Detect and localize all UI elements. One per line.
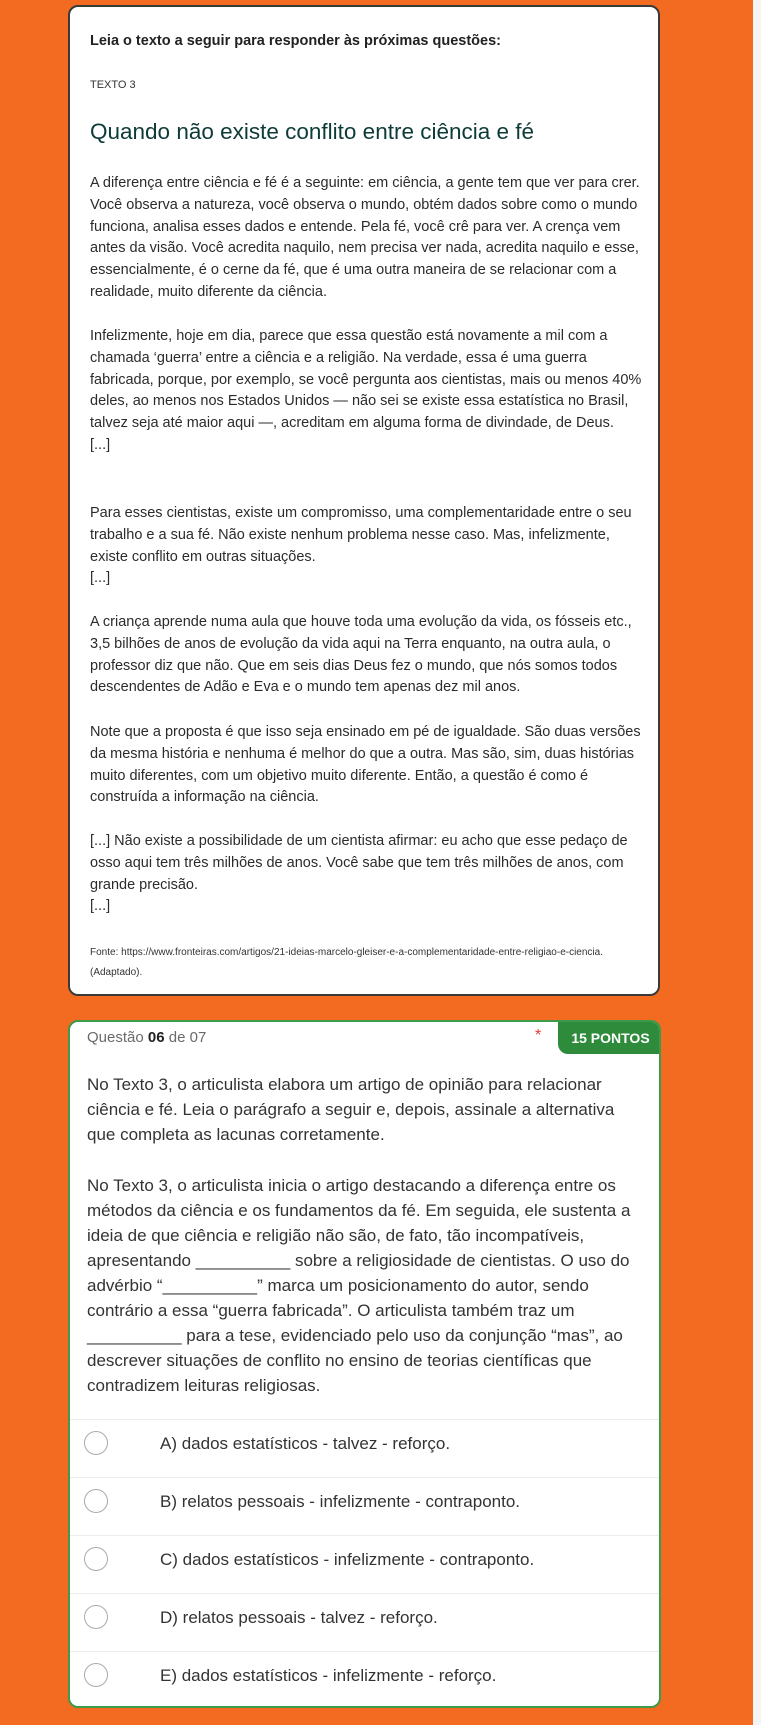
question-card (68, 1020, 661, 1708)
question-label: Questão (87, 1029, 144, 1046)
option-label: D) relatos pessoais - talvez - reforço. (160, 1608, 438, 1627)
option-label: A) dados estatísticos - talvez - reforço. (160, 1434, 451, 1453)
option-label: C) dados estatísticos - infelizmente - contraponto. (160, 1550, 535, 1569)
article-title: Quando não existe conflito entre ciência e fé (90, 119, 535, 144)
article-paragraph-6: [...] Não existe a possibilidade de um cientista afirmar: eu acho que esse pedaço de osso aqui tem três milhões de anos. Você sabe que tem três milhões de anos, com grande precisão. [...] (90, 833, 628, 915)
option-e[interactable] (70, 1651, 661, 1708)
option-d[interactable] (70, 1593, 661, 1651)
article-paragraph-4: A criança aprende numa aula que houve toda uma evolução da vida, os fósseis etc., 3,5 bilhões de anos de evolução da vida aqui na Terra enquanto, na outra aula, o professor diz que não. Que em seis dias Deus fez o mundo, que nós somos todos descendentes de Adão e Eva e o mundo tem apenas dez mil anos. (90, 614, 632, 696)
text-label: TEXTO 3 (90, 79, 136, 91)
question-prompt: No Texto 3, o articulista elabora um artigo de opinião para relacionar ciência e fé. Leia o parágrafo a seguir e, depois, assinale a alternativa que completa as lacunas corretamente. (87, 1075, 615, 1144)
article-paragraph-3: Para esses cientistas, existe um compromisso, uma complementaridade entre o seu trabalho e a sua fé. Não existe nenhum problema nesse caso. Mas, infelizmente, existe conflito em outras situações. [...] (90, 505, 632, 587)
question-counter (87, 1029, 206, 1046)
option-c[interactable] (70, 1535, 661, 1593)
radio-circle-icon[interactable] (84, 1431, 108, 1455)
points-badge: 15 PONTOS (558, 1022, 661, 1054)
option-b[interactable] (70, 1477, 661, 1535)
article-paragraph-1: A diferença entre ciência e fé é a seguinte: em ciência, a gente tem que ver para crer. Você observa a natureza, você observa o mundo, obtém dados sobre como o mundo funciona, analisa esses dados e entende. Pela fé, você crê para ver. A crença vem antes da visão. Você acredita naquilo, nem precisa ver nada, acredita naquilo e esse, essencialmente, é o cerne da fé, que é uma outra maneira de se relacionar com a realidade, muito diferente da ciência. (90, 175, 640, 300)
source-citation: Fonte: https://www.fronteiras.com/artigos/21-ideias-marcelo-gleiser-e-a-complementaridade-entre-religiao-e-ciencia. (Adaptado). (90, 947, 603, 978)
text-card (68, 5, 660, 996)
option-label: B) relatos pessoais - infelizmente - contraponto. (160, 1492, 521, 1511)
radio-circle-icon[interactable] (84, 1547, 108, 1571)
question-number: 06 (147, 1029, 165, 1046)
radio-circle-icon[interactable] (84, 1489, 108, 1513)
question-paragraph: No Texto 3, o articulista inicia o artigo destacando a diferença entre os métodos da ciência e os fundamentos da fé. Em seguida, ele sustenta a ideia de que ciência e religião não são, de fato, tão incompatíveis, apresentando __________ sobre a religiosidade de cientistas. O uso do advérbio “__________” marca um posicionamento do autor, sendo contrário a essa “guerra fabricada”. O articulista também traz um __________ para a tese, evidenciado pelo uso da conjunção “mas”, ao descrever situações de conflito no ensino de teorias científicas que contradizem leituras religiosas. (87, 1176, 631, 1395)
article-paragraph-5: Note que a proposta é que isso seja ensinado em pé de igualdade. São duas versões da mesma história e nenhuma é melhor do que a outra. Mas são, sim, duas histórias muito diferentes, com um objetivo muito diferente. Então, a questão é como é construída a informação na ciência. (90, 724, 641, 806)
question-total: de 07 (168, 1029, 207, 1046)
page-scroll-strip (753, 0, 761, 1725)
required-asterisk: * (535, 1027, 542, 1044)
intro-instruction: Leia o texto a seguir para responder às próximas questões: (90, 33, 501, 49)
radio-circle-icon[interactable] (84, 1605, 108, 1629)
radio-circle-icon[interactable] (84, 1663, 108, 1687)
article-paragraph-2: Infelizmente, hoje em dia, parece que essa questão está novamente a mil com a chamada ‘guerra’ entre a ciência e a religião. Na verdade, essa é uma guerra fabricada, porque, por exemplo, se você pergunta aos cientistas, mais ou menos 40% deles, ao menos nos Estados Unidos — não sei se existe essa estatística no Brasil, talvez seja até maior aqui —, acreditam em alguma forma de divindade, de Deus. [...] (90, 328, 642, 453)
option-a[interactable] (70, 1419, 661, 1477)
option-label: E) dados estatísticos - infelizmente - reforço. (160, 1666, 497, 1685)
